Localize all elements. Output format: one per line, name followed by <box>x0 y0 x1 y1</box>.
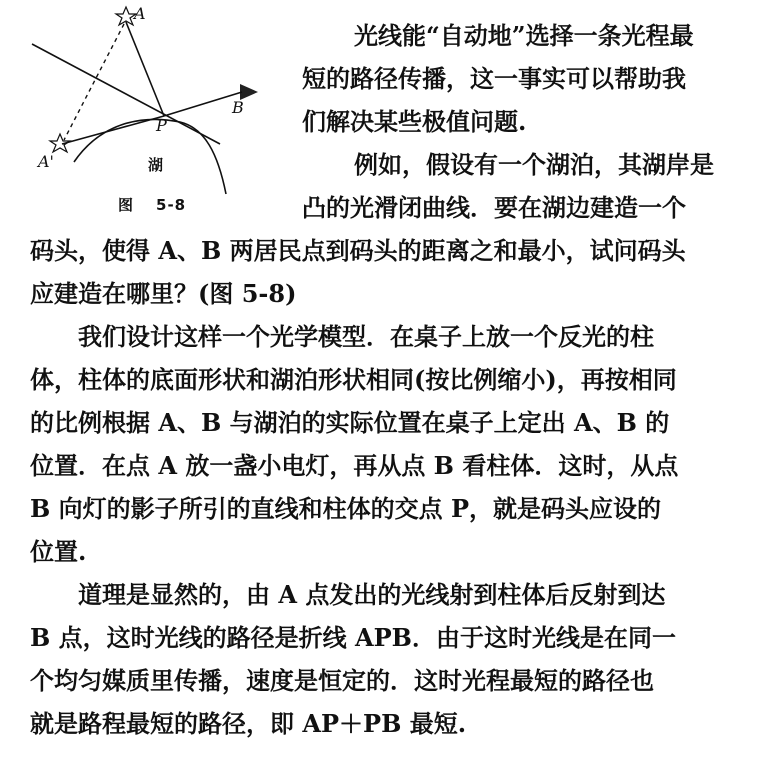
line-a-p <box>126 22 164 116</box>
figure-caption <box>118 194 186 215</box>
figure-5-8 <box>30 4 300 219</box>
p4-line1: 道理是显然的，由 A 点发出的光线射到柱体后反射到达 <box>78 580 666 609</box>
p3-line4: 位置．在点 A 放一盏小电灯，再从点 B 看柱体．这时，从点 <box>30 451 679 480</box>
label-p: P <box>156 116 167 135</box>
p2-line4: 应建造在哪里？(图 5-8) <box>30 279 297 308</box>
label-a-prime: A' <box>38 152 54 171</box>
line-p-b <box>164 92 242 116</box>
p3-line1: 我们设计这样一个光学模型．在桌子上放一个反光的柱 <box>78 322 654 351</box>
p1-line2: 短的路径传播，这一事实可以帮助我 <box>302 64 686 93</box>
p3-line5: B 向灯的影子所引的直线和柱体的交点 P，就是码头应设的 <box>30 494 662 523</box>
label-b: B <box>232 98 244 117</box>
tangent-line <box>32 44 220 144</box>
p3-line2: 体，柱体的底面形状和湖泊形状相同(按比例缩小)，再按相同 <box>30 365 677 394</box>
p3-line3: 的比例根据 A、B 与湖泊的实际位置在桌子上定出 A、B 的 <box>30 408 670 437</box>
p3-line6: 位置. <box>30 537 87 566</box>
p2-line1: 例如，假设有一个湖泊，其湖岸是 <box>354 150 714 179</box>
p4-line3: 个均匀媒质里传播，速度是恒定的．这时光程最短的路径也 <box>30 666 654 695</box>
label-a: A <box>134 4 146 23</box>
p1-line1: 光线能“自动地”选择一条光程最 <box>354 21 694 50</box>
p4-line2: B 点，这时光线的路径是折线 APB．由于这时光线是在同一 <box>30 623 676 652</box>
dashed-a-a-prime <box>64 24 124 140</box>
p2-line3: 码头，使得 A、B 两居民点到码头的距离之和最小，试问码头 <box>30 236 686 265</box>
p2-line2: 凸的光滑闭曲线．要在湖边建造一个 <box>302 193 686 222</box>
label-lake: 湖 <box>148 156 164 174</box>
p4-line4: 就是路程最短的路径，即 AP＋PB 最短. <box>30 709 467 738</box>
caption-prefix: 图 <box>118 196 135 214</box>
lake-diagram <box>30 4 300 204</box>
caption-number: 5-8 <box>156 196 187 214</box>
p1-line3: 们解决某些极值问题. <box>302 107 527 136</box>
